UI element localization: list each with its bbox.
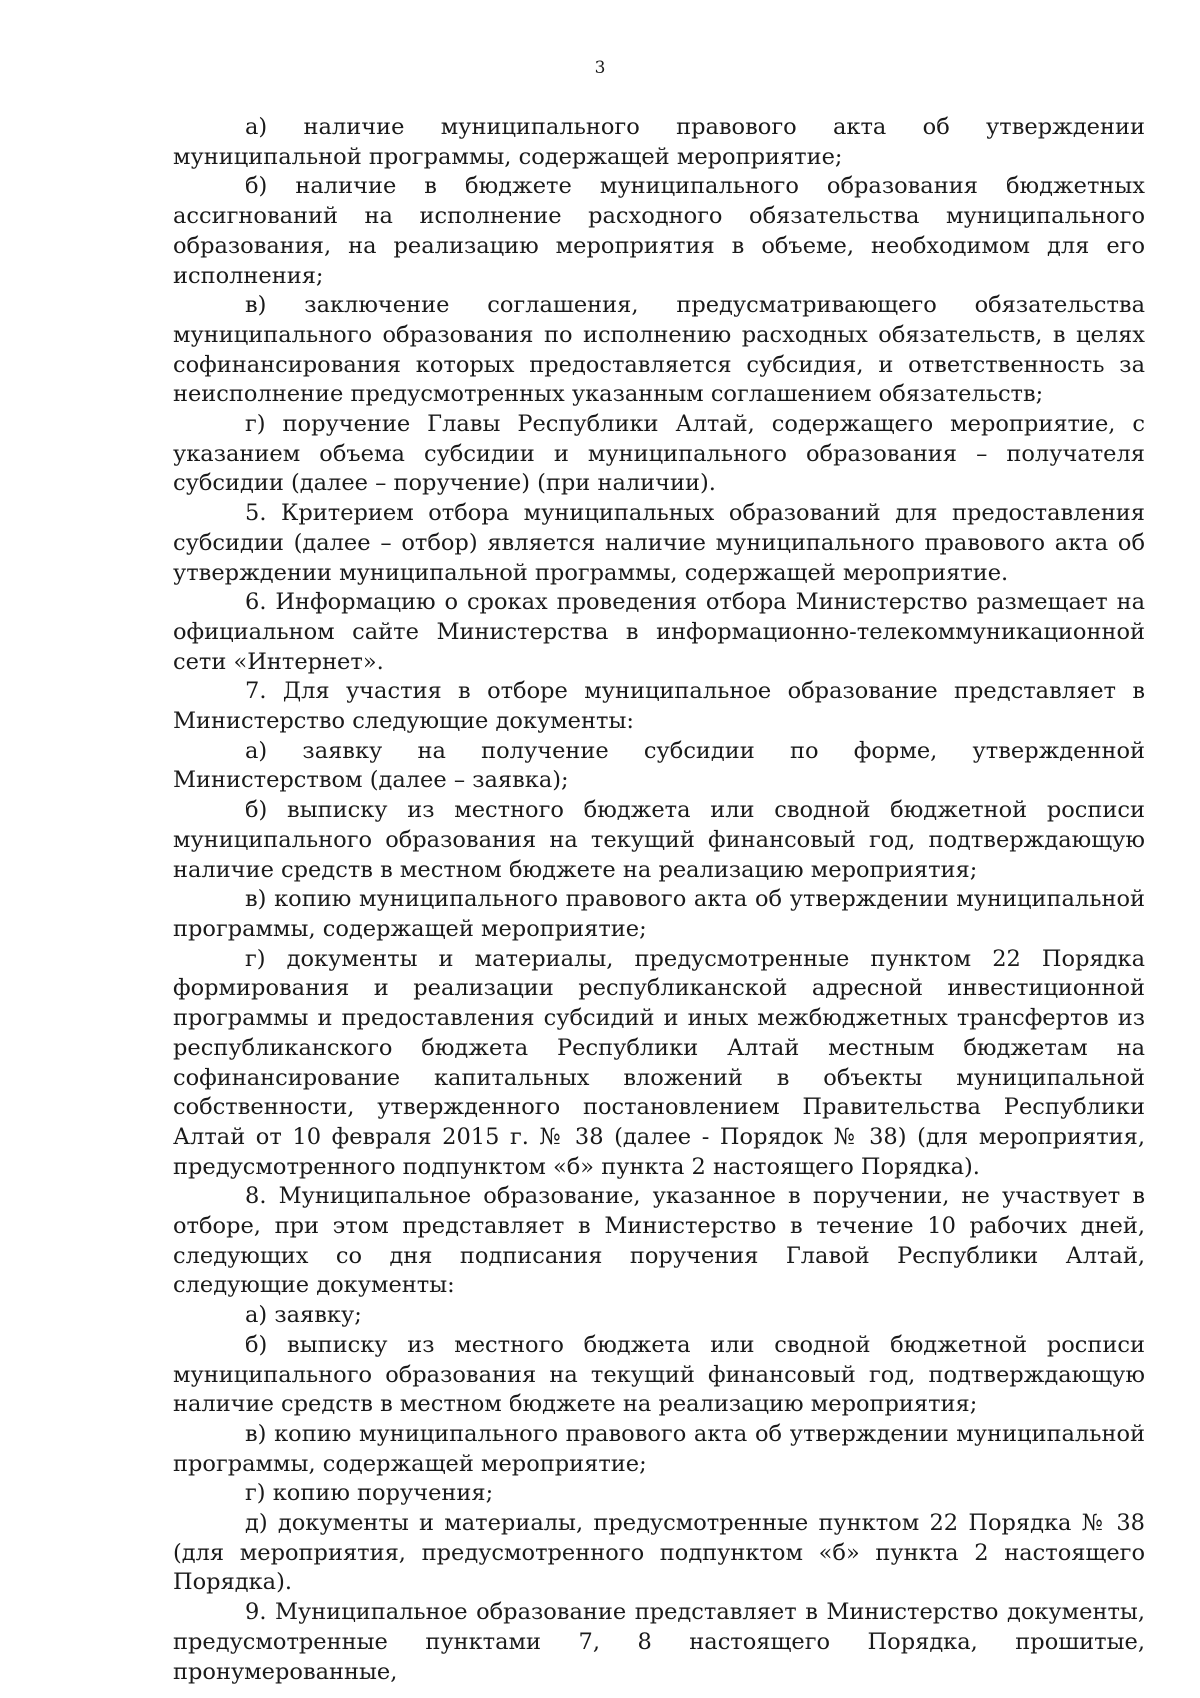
- paragraph-8d: д) документы и материалы, предусмотренные пунктом 22 Порядка № 38 (для мероприятия, предусмотренного подпунктом «б» пункта 2 настоящего Порядка).: [173, 1510, 1145, 1596]
- paragraph-7a: а) заявку на получение субсидии по форме, утвержденной Министерством (далее – заявка);: [173, 737, 1145, 794]
- paragraph-4a: а) наличие муниципального правового акта об утверждении муниципальной программы, содержащей мероприятие;: [173, 114, 1145, 170]
- paragraph-8: 8. Муниципальное образование, указанное в поручении, не участвует в отборе, при этом представляет в Министерство в течение 10 рабочих дней, следующих со дня подписания поручения Главой Республики Алтай, следующие документы:: [173, 1183, 1145, 1299]
- paragraph-4b: б) наличие в бюджете муниципального образования бюджетных ассигнований на исполнение расходного обязательства муниципального образования, на реализацию мероприятия в объеме, необходимом для его исполнения;: [173, 173, 1145, 289]
- paragraph-7v: в) копию муниципального правового акта об утверждении муниципальной программы, содержащей мероприятие;: [173, 886, 1145, 942]
- paragraph-5: 5. Критерием отбора муниципальных образований для предоставления субсидии (далее – отбор) является наличие муниципального правового акта об утверждении муниципальной программы, содержащей мероприятие.: [173, 500, 1145, 586]
- paragraph-4g: г) поручение Главы Республики Алтай, содержащего мероприятие, с указанием объема субсидии и муниципального образования – получателя субсидии (далее – поручение) (при наличии).: [173, 411, 1145, 497]
- paragraph-8g: г) копию поручения;: [245, 1480, 494, 1507]
- paragraph-8a: а) заявку;: [245, 1302, 362, 1329]
- paragraph-7b: б) выписку из местного бюджета или сводной бюджетной росписи муниципального образования на текущий финансовый год, подтверждающую наличие средств в местном бюджете на реализацию мероприятия;: [173, 797, 1145, 883]
- paragraph-7g: г) документы и материалы, предусмотренные пунктом 22 Порядка формирования и реализации республиканской адресной инвестиционной программы и предоставления субсидий и иных межбюджетных трансфертов из республиканского бюджета Республики Алтай местным бюджетам на софинансирование капитальных вложений в объекты муниципальной собственности, утвержденного постановлением Правительства Республики Алтай от 10 февраля 2015 г. № 38 (далее - Порядок № 38) (для мероприятия, предусмотренного подпунктом «б» пункта 2 настоящего Порядка).: [173, 945, 1145, 1180]
- paragraph-8b: б) выписку из местного бюджета или сводной бюджетной росписи муниципального образования на текущий финансовый год, подтверждающую наличие средств в местном бюджете на реализацию мероприятия;: [173, 1331, 1145, 1418]
- document-body: [173, 113, 1145, 1687]
- page-number: 3: [594, 58, 606, 78]
- paragraph-9: 9. Муниципальное образование представляет в Министерство документы, предусмотренные пунктами 7, 8 настоящего Порядка, прошитые, пронумерованные,: [173, 1599, 1145, 1685]
- paragraph-6: 6. Информацию о сроках проведения отбора Министерство размещает на официальном сайте Министерства в информационно-телекоммуникационной сети «Интернет».: [173, 589, 1145, 675]
- paragraph-7: 7. Для участия в отборе муниципальное образование представляет в Министерство следующие документы:: [173, 678, 1145, 735]
- paragraph-8v: в) копию муниципального правового акта об утверждении муниципальной программы, содержащей мероприятие;: [173, 1420, 1145, 1477]
- paragraph-4v: в) заключение соглашения, предусматривающего обязательства муниципального образования по исполнению расходных обязательств, в целях софинансирования которых предоставляется субсидия, и ответственность за неисполнение предусмотренных указанным соглашением обязательств;: [173, 292, 1145, 408]
